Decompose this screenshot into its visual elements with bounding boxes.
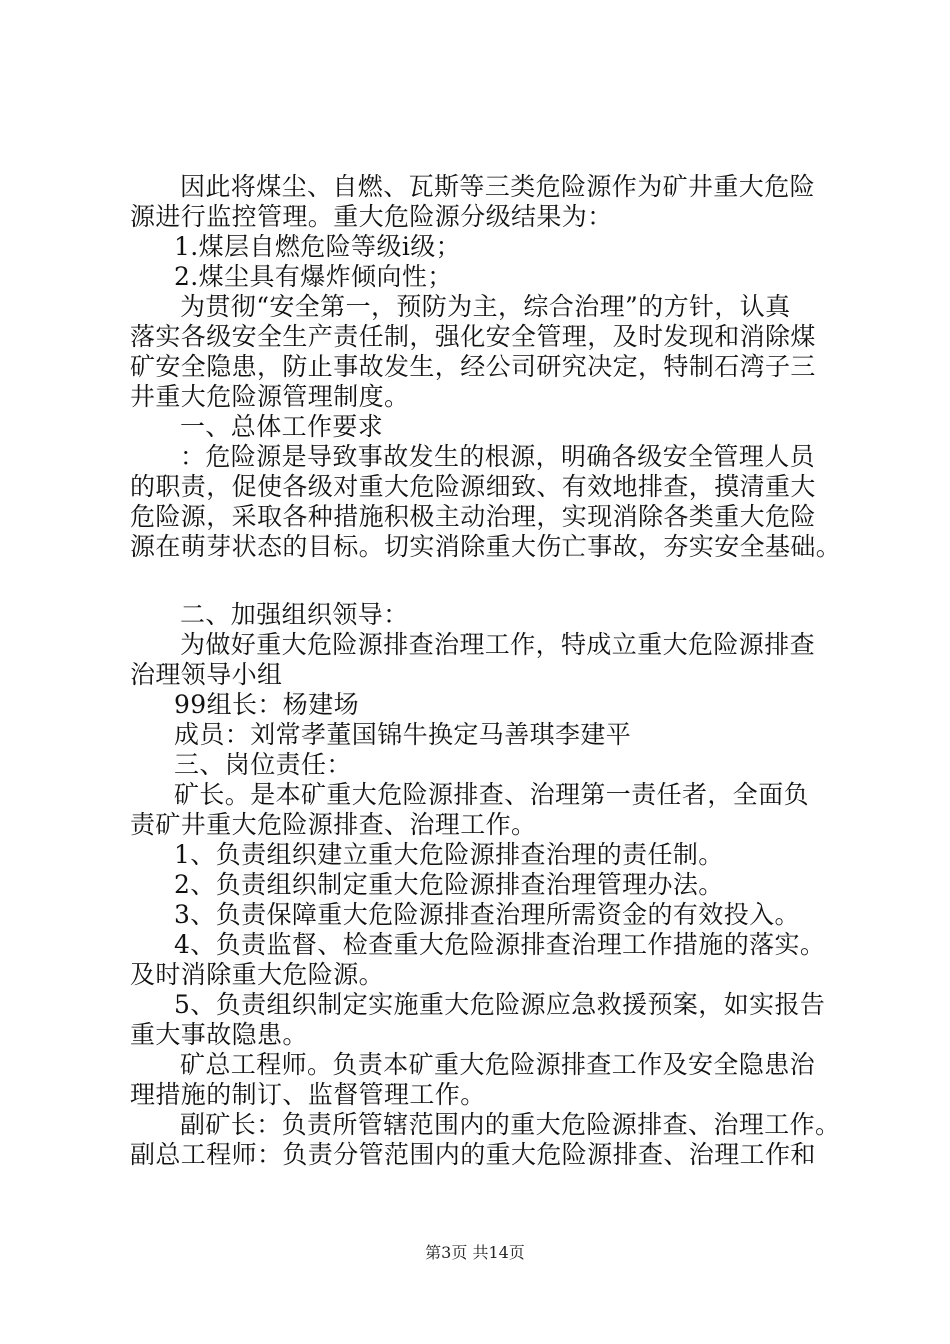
paragraph-line: 井重大危险源管理制度。 (130, 382, 410, 411)
list-item: 1.煤层自燃危险等级ⅰ级； (174, 232, 462, 261)
paragraph-line: 99组长：杨建场 (174, 690, 360, 719)
paragraph-line: 危险源，采取各种措施积极主动治理，实现消除各类重大危险 (130, 502, 816, 531)
paragraph-line: 源进行监控管理。重大危险源分级结果为： (130, 202, 613, 231)
blank-line (130, 562, 850, 600)
list-item: 2.煤尘具有爆炸倾向性； (174, 262, 453, 291)
paragraph-line: 及时消除重大危险源。 (130, 960, 385, 989)
paragraph-line: 矿长。是本矿重大危险源排查、治理第一责任者，全面负 (174, 780, 810, 809)
paragraph-line: 矿总工程师。负责本矿重大危险源排查工作及安全隐患治 (180, 1050, 816, 1079)
section-heading: 二、加强组织领导： (180, 600, 409, 629)
paragraph-line: 的职责，促使各级对重大危险源细致、有效地排查，摸清重大 (130, 472, 816, 501)
section-heading: 一、总体工作要求 (180, 412, 384, 441)
list-item: 1、负责组织建立重大危险源排查治理的责任制。 (174, 840, 724, 869)
paragraph-line: 副矿长：负责所管辖范围内的重大危险源排查、治理工作。 (180, 1110, 841, 1139)
paragraph-line: 源在萌芽状态的目标。切实消除重大伤亡事故，夯实安全基础。 (130, 532, 842, 561)
paragraph-line: 副总工程师：负责分管范围内的重大危险源排查、治理工作和 (130, 1140, 816, 1169)
paragraph-line: 治理领导小组 (130, 660, 283, 689)
paragraph-line: 理措施的制订、监督管理工作。 (130, 1080, 486, 1109)
list-item: 3、负责保障重大危险源排查治理所需资金的有效投入。 (174, 900, 800, 929)
paragraph-line: 为做好重大危险源排查治理工作，特成立重大危险源排查 (180, 630, 816, 659)
paragraph-line: 矿安全隐患，防止事故发生，经公司研究决定，特制石湾子三 (130, 352, 816, 381)
paragraph-line: 因此将煤尘、自燃、瓦斯等三类危险源作为矿井重大危险 (180, 172, 816, 201)
document-body (130, 172, 850, 1170)
section-heading: 三、岗位责任： (174, 750, 352, 779)
list-item: 4、负责监督、检查重大危险源排查治理工作措施的落实。 (174, 930, 826, 959)
paragraph-line: 重大事故隐患。 (130, 1020, 308, 1049)
page-number-footer: 第3页 共14页 (425, 1243, 525, 1262)
list-item: 2、负责组织制定重大危险源排查治理管理办法。 (174, 870, 724, 899)
paragraph-line: 落实各级安全生产责任制，强化安全管理，及时发现和消除煤 (130, 322, 816, 351)
list-item: 5、负责组织制定实施重大危险源应急救援预案，如实报告 (174, 990, 826, 1019)
paragraph-line: 成员：刘常孝董国锦牛换定马善琪李建平 (174, 720, 632, 749)
paragraph-line: 责矿井重大危险源排查、治理工作。 (130, 810, 537, 839)
paragraph-line: ：危险源是导致事故发生的根源，明确各级安全管理人员 (180, 442, 816, 471)
paragraph-line: 为贯彻“安全第一，预防为主，综合治理”的方针，认真 (180, 292, 791, 321)
